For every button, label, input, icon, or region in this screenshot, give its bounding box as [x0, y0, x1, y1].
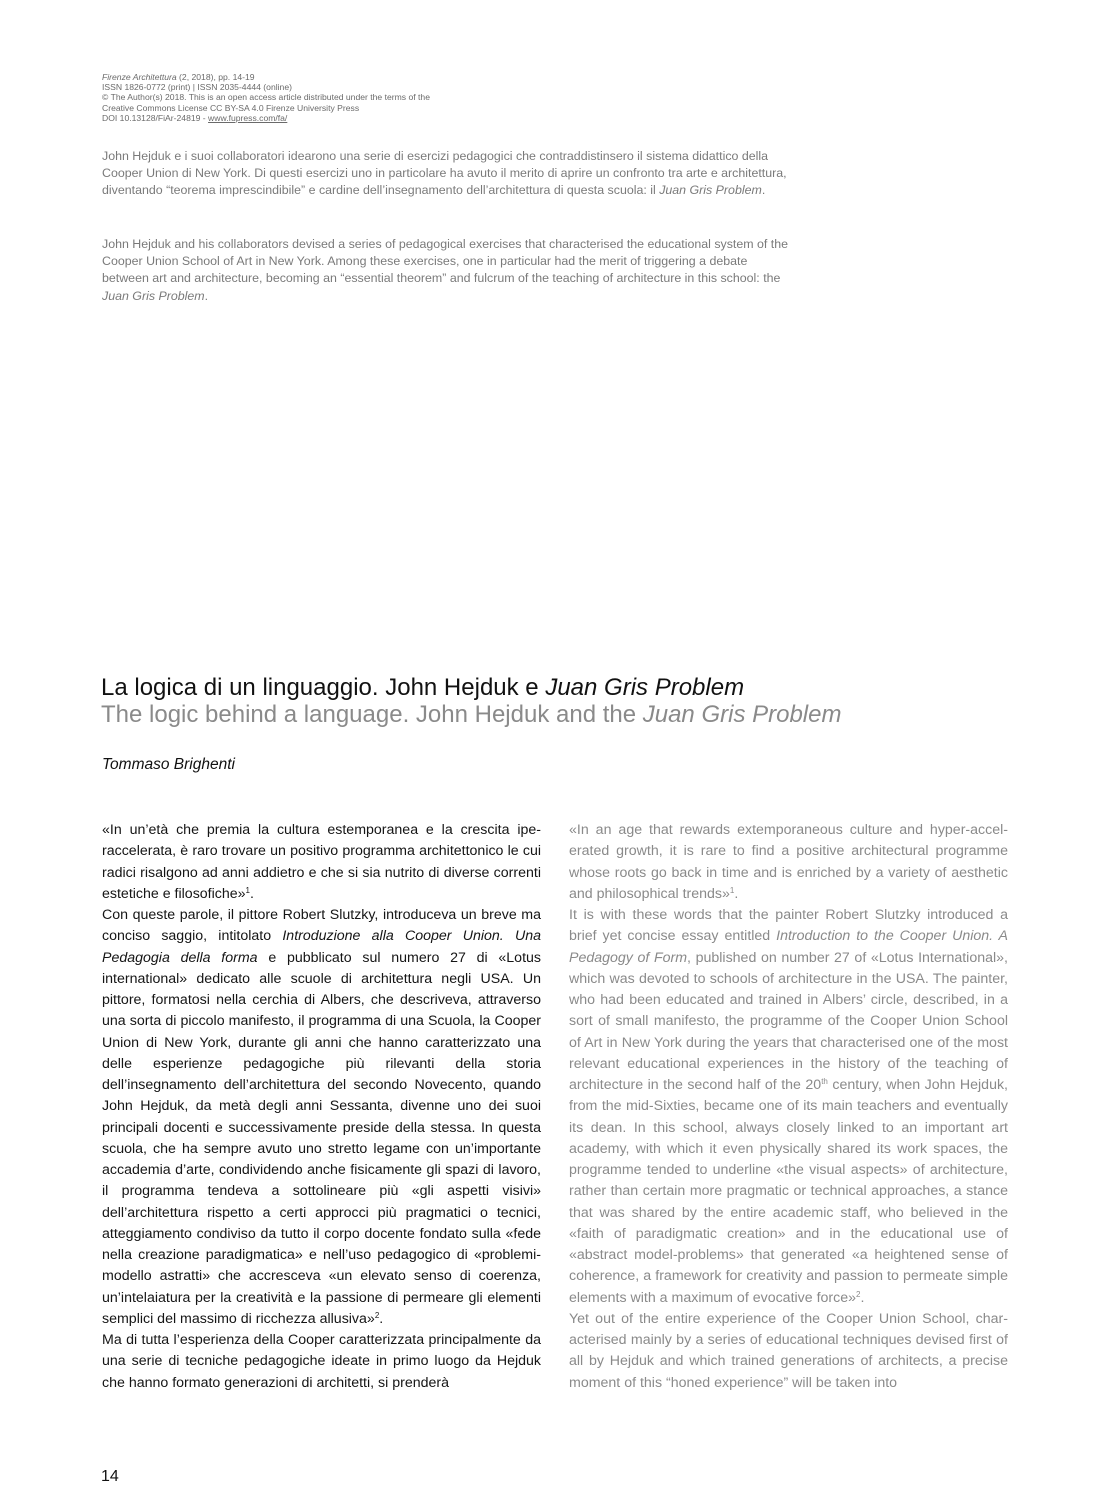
publication-metadata: [102, 72, 522, 123]
paragraph: It is with these words that the painter Robert Slutzky introduced a brief yet concise essay entitled Introduction to the Cooper Union. A Pedagogy of Form, published on number 27 of «Lotus International», which was devoted to schools of architecture in the USA. The painter, who had been educated and trained in Albers’ circle, described, in a sort of small manifesto, the programme of the Cooper Union School of Art in New York during the years that characterised one of the most relevant educational experiences in the history of the teaching of architecture in the second half of the 20th century, when John Hejduk, from the mid-Sixties, became one of its main teachers and eventually its dean. In this school, always closely linked to an important art academy, with which it even physically shared its work spaces, the programme tended to underline «the visual aspects» of architecture, rather than certain more pragmatic or technical approaches, a stance that was shared by the entire academic staff, who believed in the «faith of paradigmatic creation» and in the educational use of «abstract model-problems» that generated «a heightened sense of coherence, a framework for creativity and passion to permeate simple elements with a maximum of evocative force»$^2$.: [569, 907, 1008, 1306]
footnote-ref[interactable]: 1: [729, 885, 735, 895]
abstract-italic-term: Juan Gris Problem: [102, 288, 205, 303]
doi-line: [102, 113, 522, 123]
issue-info: (2, 2018), pp. 14-19: [176, 72, 255, 82]
abstract-italic-term: Juan Gris Problem: [659, 183, 762, 198]
paragraph: «In un’età che premia la cultura estemporanea e la crescita iperaccelerata, è raro trovare un positivo programma architettonico le cui radici risalgono ad anni addietro e che si sia nutrito di diverse correnti estetiche e filosofiche»$^1$.: [102, 822, 541, 902]
body-column-italian: [102, 820, 541, 1394]
author-name: Tommaso Brighenti: [102, 756, 235, 773]
paragraph: «In an age that rewards extemporaneous culture and hyper-accelerated growth, it is rare to find a positive architectural programme whose roots go back in time and is enriched by a variety of aesthetic and philosophical trends»$^1$.: [569, 822, 1008, 902]
abstract-italian: John Hejduk e i suoi collaboratori idearono una serie di esercizi pedagogici che contraddistinsero il sistema didattico della Cooper Union di New York. Di questi esercizi uno in particolare ha avuto il merito di aprire un confronto tra arte e architettura, diventando “teorema imprescindibile” e cardine dell’insegnamento dell’architettura di questa scuola: il Juan Gris Problem.: [102, 149, 787, 198]
abstract-english: John Hejduk and his collaborators devised a series of pedagogical exercises that characterised the educational system of the Cooper Union School of Art in New York. Among these exercises, one in particular had the merit of triggering a debate between art and architecture, becoming an “essential theorem” and fulcrum of the teaching of architecture in this school: the Juan Gris Problem.: [102, 237, 789, 303]
issn-line: ISSN 1826-0772 (print) | ISSN 2035-4444 (online): [102, 82, 292, 93]
article-title-english: The logic behind a language. John Hejduk and the Juan Gris Problem: [101, 701, 842, 728]
paragraph: Con queste parole, il pittore Robert Slutzky, introduceva un breve ma conciso saggio, intitolato Introduzione alla Cooper Union. Una Pedagogia della forma e pubblicato sul numero 27 di «Lotus international» dedicato alle scuole di architettura negli USA. Un pittore, formatosi nella cerchia di Albers, che descriveva, attraverso una sorta di piccolo manifesto, il programma di una Scuola, la Cooper Union di New York, durante gli anni che hanno caratterizzato una delle esperienze pedagogiche più rilevanti della storia dell’insegnamento dell’architettura del secondo Novecento, quando John Hejduk, da metà degli anni Sessanta, divenne uno dei suoi principali docenti e successivamente preside della stessa. In questa scuola, che ha sempre avuto uno stretto legame con un’importante accademia d’arte, condividendo anche fisicamente gli spazi di lavoro, il programma tendeva a sottolineare più «gli aspetti visivi» dell’architettura rispetto a certi approcci più pragmatici o tecnici, atteggiamento condiviso da tutto il corpo docente fondato sulla «fede nella creazione paradigmatica» e nell’uso pedagogico di «problemi-modello astratti» che accresceva «un elevato senso di coerenza, un’intelaiatura per la creatività e la passione di permeare gli elementi semplici del massimo di ricchezza allusiva»$^2$.: [102, 907, 541, 1327]
paragraph: Yet out of the entire experience of the Cooper Union School, characterised mainly by a series of educational techniques devised first of all by Hejduk and which trained generations of architects, a precise moment of this “honed experience” will be taken into: [569, 1310, 1008, 1391]
footnote-ref[interactable]: 2: [374, 1310, 380, 1320]
citation-line: [102, 72, 522, 82]
journal-name: Firenze Architettura: [102, 72, 177, 82]
footnote-ref[interactable]: 1: [245, 885, 250, 895]
page-number: 14: [101, 1468, 119, 1485]
copyright-line: © The Author(s) 2018. This is an open access article distributed under the terms of the: [102, 92, 430, 103]
body-column-english: [569, 820, 1008, 1394]
license-line: Creative Commons License CC BY-SA 4.0 Firenze University Press: [102, 102, 360, 113]
article-title-italian: La logica di un linguaggio. John Hejduk e Juan Gris Problem: [101, 674, 745, 701]
paragraph: Ma di tutta l’esperienza della Cooper caratterizzata principalmente da una serie di tecniche pedagogiche ideate in primo luogo da Hejduk che hanno formato generazioni di architetti, si prenderà: [102, 1332, 541, 1391]
doi: DOI 10.13128/FiAr-24819 -: [102, 112, 209, 123]
publisher-link[interactable]: www.fupress.com/fa/: [208, 112, 288, 123]
footnote-ref[interactable]: 2: [856, 1289, 861, 1299]
